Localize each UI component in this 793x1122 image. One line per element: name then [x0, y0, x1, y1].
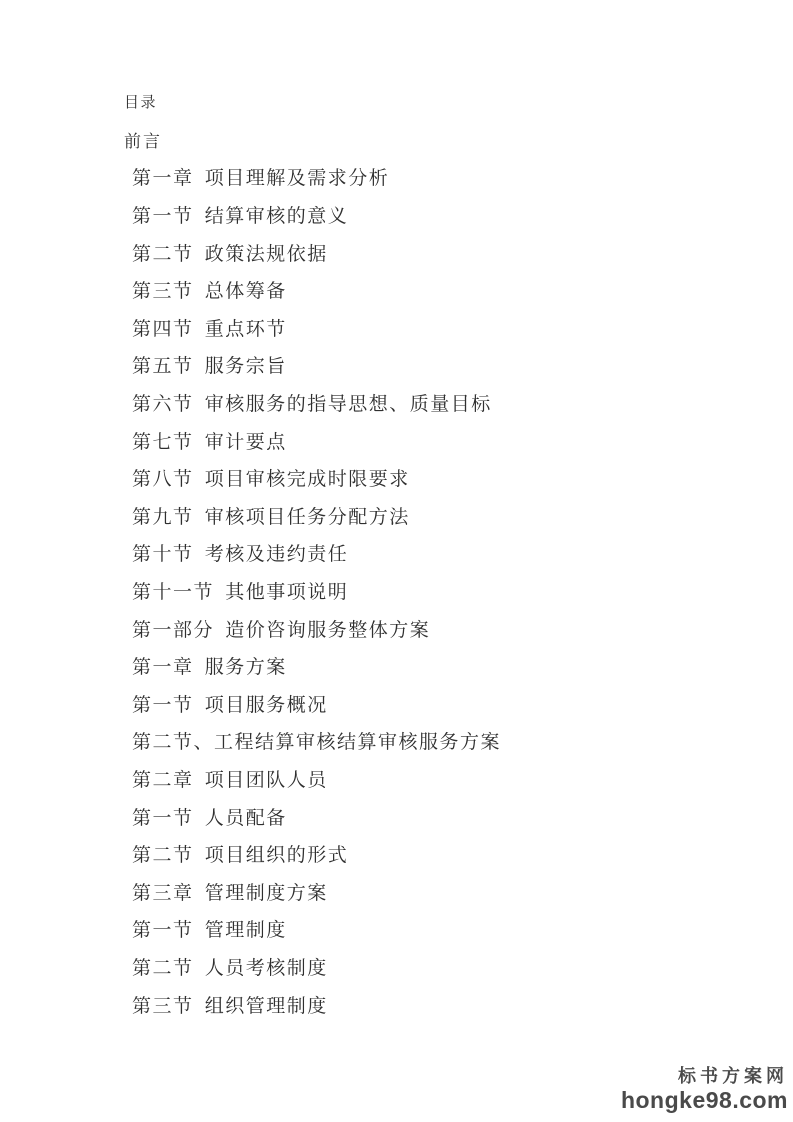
- toc-entry: 第二节 项目组织的形式: [132, 845, 349, 867]
- toc-entry: 第三章 管理制度方案: [132, 882, 328, 904]
- toc-entry: 第一节 结算审核的意义: [132, 206, 349, 228]
- toc-entry: 第三节 组织管理制度: [132, 995, 328, 1017]
- toc-entry: 第一章 项目理解及需求分析: [132, 168, 390, 190]
- toc-entry: 第一节 人员配备: [132, 807, 287, 829]
- toc-entry: 第九节 审核项目任务分配方法: [132, 506, 410, 528]
- table-of-contents: [124, 83, 501, 1023]
- toc-entry: 第七节 审计要点: [132, 431, 287, 453]
- watermark-site-name: 标书方案网: [678, 1065, 788, 1086]
- site-watermark: [621, 1066, 788, 1113]
- toc-entry: 第一节 项目服务概况: [132, 694, 328, 716]
- watermark-site-url: hongke98.com: [620, 1086, 788, 1113]
- toc-entry: 第五节 服务宗旨: [132, 356, 287, 378]
- toc-entry: 第二节 人员考核制度: [132, 957, 328, 979]
- toc-entry: 第十节 考核及违约责任: [132, 544, 349, 566]
- toc-entry: 第一节 管理制度: [132, 920, 287, 942]
- toc-title: 目录: [124, 95, 158, 112]
- toc-entry: 第六节 审核服务的指导思想、质量目标: [132, 394, 492, 416]
- toc-entry: 第二节、工程结算审核结算审核服务方案: [132, 732, 502, 754]
- toc-entry: 第二章 项目团队人员: [132, 769, 328, 791]
- toc-entry: 第四节 重点环节: [132, 318, 287, 340]
- toc-entry: 第一章 服务方案: [132, 657, 287, 679]
- toc-entry: 第二节 政策法规依据: [132, 243, 328, 265]
- toc-entry: 第十一节 其他事项说明: [132, 582, 349, 604]
- toc-entry: 第一部分 造价咨询服务整体方案: [132, 619, 431, 641]
- toc-entry: 第三节 总体筹备: [132, 281, 287, 303]
- toc-preface-entry: 前言: [124, 131, 162, 151]
- toc-entry: 第八节 项目审核完成时限要求: [132, 469, 410, 491]
